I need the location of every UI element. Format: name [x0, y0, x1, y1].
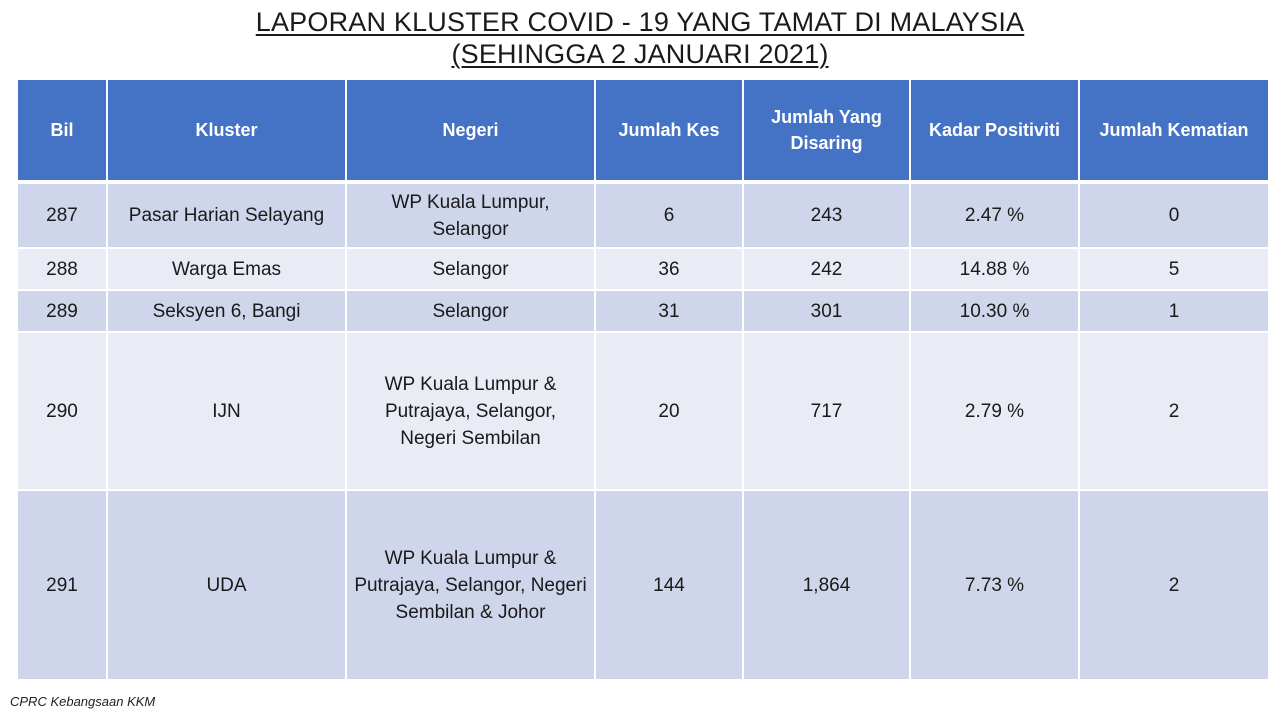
- header-negeri: Negeri: [346, 79, 595, 182]
- cell-kadar-positiviti: 14.88 %: [910, 248, 1079, 290]
- header-jumlah-kes: Jumlah Kes: [595, 79, 743, 182]
- cell-bil: 290: [17, 332, 107, 490]
- source-footer: CPRC Kebangsaan KKM: [10, 694, 156, 709]
- cell-jumlah-kes: 144: [595, 490, 743, 680]
- table-row: [17, 290, 1269, 332]
- cell-negeri: Selangor: [346, 248, 595, 290]
- cell-jumlah-kematian: 1: [1079, 290, 1269, 332]
- cell-kluster: Pasar Harian Selayang: [107, 182, 346, 248]
- table-row: [17, 332, 1269, 490]
- cell-jumlah-kematian: 0: [1079, 182, 1269, 248]
- cell-kadar-positiviti: 10.30 %: [910, 290, 1079, 332]
- cell-bil: 291: [17, 490, 107, 680]
- cell-kadar-positiviti: 7.73 %: [910, 490, 1079, 680]
- cell-jumlah-kes: 36: [595, 248, 743, 290]
- cell-jumlah-disaring: 243: [743, 182, 910, 248]
- header-bil: Bil: [17, 79, 107, 182]
- cell-bil: 289: [17, 290, 107, 332]
- cell-negeri: WP Kuala Lumpur & Putrajaya, Selangor, Negeri Sembilan & Johor: [346, 490, 595, 680]
- cell-jumlah-disaring: 717: [743, 332, 910, 490]
- header-jumlah-kematian: Jumlah Kematian: [1079, 79, 1269, 182]
- cell-negeri: WP Kuala Lumpur, Selangor: [346, 182, 595, 248]
- cell-kluster: Seksyen 6, Bangi: [107, 290, 346, 332]
- cell-bil: 287: [17, 182, 107, 248]
- cell-negeri: WP Kuala Lumpur & Putrajaya, Selangor, Negeri Sembilan: [346, 332, 595, 490]
- cell-jumlah-disaring: 301: [743, 290, 910, 332]
- header-kluster: Kluster: [107, 79, 346, 182]
- table-row: [17, 182, 1269, 248]
- cluster-table: [16, 78, 1270, 681]
- table-row: [17, 490, 1269, 680]
- header-kadar-positiviti: Kadar Positiviti: [910, 79, 1079, 182]
- cell-kluster: IJN: [107, 332, 346, 490]
- report-title: [0, 6, 1280, 70]
- cell-jumlah-disaring: 242: [743, 248, 910, 290]
- cell-kluster: UDA: [107, 490, 346, 680]
- header-jumlah-disaring: Jumlah Yang Disaring: [743, 79, 910, 182]
- cell-kadar-positiviti: 2.79 %: [910, 332, 1079, 490]
- table-row: [17, 248, 1269, 290]
- cell-jumlah-kes: 20: [595, 332, 743, 490]
- cell-kadar-positiviti: 2.47 %: [910, 182, 1079, 248]
- cell-jumlah-disaring: 1,864: [743, 490, 910, 680]
- cell-bil: 288: [17, 248, 107, 290]
- cell-jumlah-kes: 31: [595, 290, 743, 332]
- cell-jumlah-kes: 6: [595, 182, 743, 248]
- cell-jumlah-kematian: 2: [1079, 332, 1269, 490]
- report-title-line2: (SEHINGGA 2 JANUARI 2021): [451, 39, 829, 69]
- report-title-line1: LAPORAN KLUSTER COVID - 19 YANG TAMAT DI MALAYSIA: [255, 7, 1025, 37]
- table-header-row: [17, 79, 1269, 182]
- cell-kluster: Warga Emas: [107, 248, 346, 290]
- cell-jumlah-kematian: 2: [1079, 490, 1269, 680]
- cell-negeri: Selangor: [346, 290, 595, 332]
- cell-jumlah-kematian: 5: [1079, 248, 1269, 290]
